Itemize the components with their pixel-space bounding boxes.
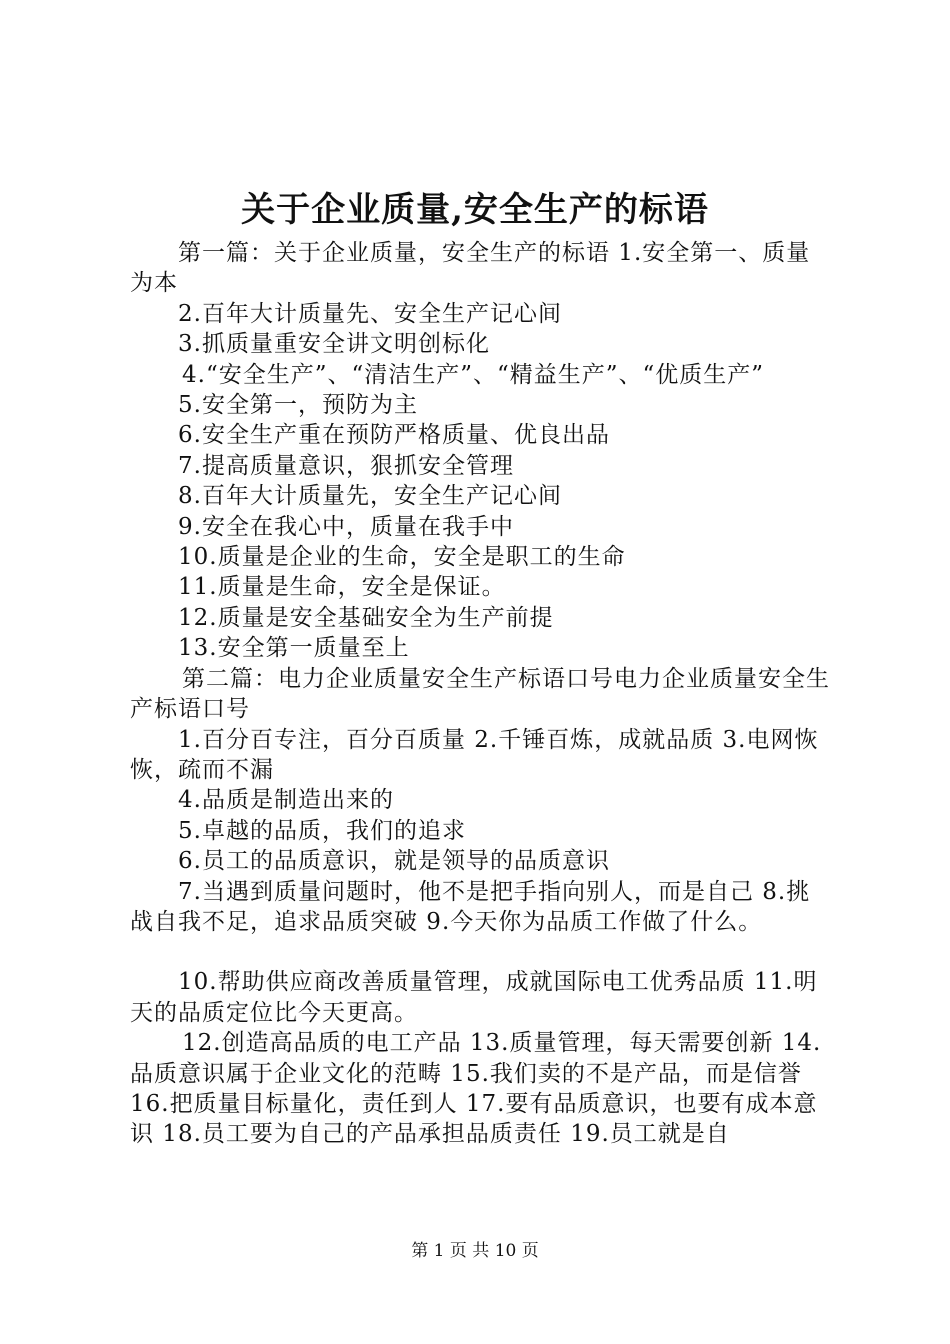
paragraph-part-two-slogans-7-9: 7.当遇到质量问题时，他不是把手指向别人，而是自己 8.挑战自我不足，追求品质突破 9.今天你为品质工作做了什么。 <box>130 878 811 935</box>
paragraph-slogan-5: 5.安全第一，预防为主 <box>178 392 418 419</box>
paragraph-spacer <box>130 937 830 967</box>
document-title: 关于企业质量,安全生产的标语 <box>241 190 709 230</box>
paragraph-slogan-13: 13.安全第一质量至上 <box>178 635 410 662</box>
paragraph-part-two-slogans-1-3: 1.百分百专注，百分百质量 2.千锤百炼，成就品质 3.电网恢恢，疏而不漏 <box>130 726 819 783</box>
paragraph-part-two-heading: 第二篇：电力企业质量安全生产标语口号电力企业质量安全生产标语口号 <box>130 665 830 723</box>
paragraph-slogan-7: 7.提高质量意识，狠抓安全管理 <box>178 452 514 479</box>
paragraph-slogan-11: 11.质量是生命，安全是保证。 <box>178 574 506 601</box>
page-footer: 第 1 页 共 10 页 <box>411 1241 539 1261</box>
paragraph-slogan-8: 8.百年大计质量先，安全生产记心间 <box>178 483 562 510</box>
paragraph-part-one-heading: 第一篇：关于企业质量，安全生产的标语 1.安全第一、质量为本 <box>130 240 811 297</box>
document-body <box>130 238 830 1150</box>
paragraph-part-two-slogan-5: 5.卓越的品质，我们的追求 <box>178 817 466 844</box>
paragraph-part-two-slogan-6: 6.员工的品质意识，就是领导的品质意识 <box>178 848 610 875</box>
paragraph-part-two-slogans-10-11: 10.帮助供应商改善质量管理，成就国际电工优秀品质 11.明天的品质定位比今天更高。 <box>130 969 818 1026</box>
paragraph-slogan-12: 12.质量是安全基础安全为生产前提 <box>178 604 554 631</box>
paragraph-slogan-6: 6.安全生产重在预防严格质量、优良出品 <box>178 422 610 449</box>
paragraph-part-two-slogans-12-19: 12.创造高品质的电工产品 13.质量管理，每天需要创新 14.品质意识属于企业文化的范畴 15.我们卖的不是产品，而是信誉 16.把质量目标量化，责任到人 17.要有品质意识，也要有成本意识 18.员工要为自己的产品承担品质责任 19.员工就是自 <box>130 1030 822 1148</box>
paragraph-slogan-4: 4.“安全生产”、“清洁生产”、“精益生产”、“优质生产” <box>182 361 765 388</box>
paragraph-part-two-slogan-4: 4.品质是制造出来的 <box>178 787 394 814</box>
paragraph-slogan-10: 10.质量是企业的生命，安全是职工的生命 <box>178 544 626 571</box>
paragraph-slogan-2: 2.百年大计质量先、安全生产记心间 <box>178 300 562 327</box>
paragraph-slogan-9: 9.安全在我心中，质量在我手中 <box>178 513 514 540</box>
paragraph-slogan-3: 3.抓质量重安全讲文明创标化 <box>178 331 490 358</box>
